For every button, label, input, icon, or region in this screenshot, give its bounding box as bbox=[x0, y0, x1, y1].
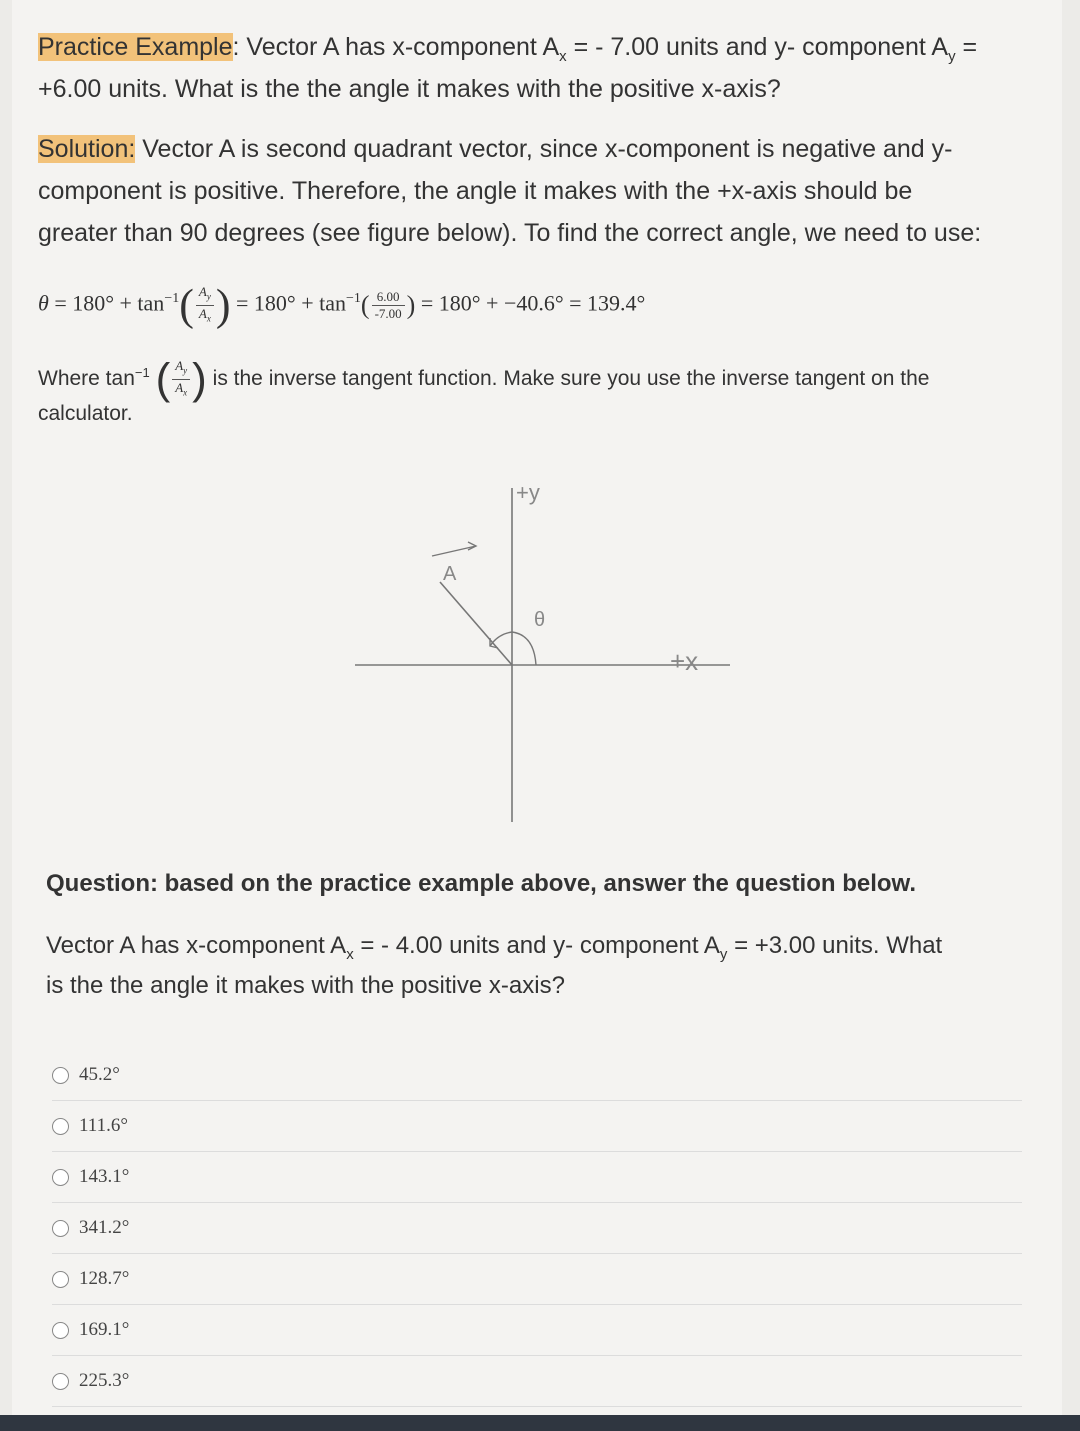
where-line-2: calculator. bbox=[38, 402, 133, 425]
question-heading: Question: based on the practice example above, answer the question below. bbox=[46, 870, 916, 897]
practice-label: Practice Example bbox=[38, 33, 233, 61]
practice-text-1: : Vector A has x-component A bbox=[232, 33, 560, 61]
radio-5[interactable] bbox=[52, 1271, 69, 1288]
solution-text-1: Vector A is second quadrant vector, since x-component is negative and y- bbox=[135, 135, 953, 163]
where-prefix: Where tan bbox=[38, 367, 135, 390]
option-3[interactable] bbox=[52, 1152, 1022, 1203]
solution-label: Solution: bbox=[38, 135, 136, 163]
solution-line-3: greater than 90 degrees (see figure below). To find the correct angle, we need to use: bbox=[38, 219, 982, 247]
radio-1[interactable] bbox=[52, 1067, 69, 1084]
radio-2[interactable] bbox=[52, 1118, 69, 1135]
question-sub-x: x bbox=[346, 945, 354, 963]
formula-eq1: = 180° + tan bbox=[48, 290, 165, 316]
where-suffix: is the inverse tangent function. Make sure you use the inverse tangent on the bbox=[206, 367, 930, 390]
bottom-bar bbox=[0, 1415, 1080, 1431]
formula-eq3: = 180° + −40.6° = 139.4° bbox=[415, 290, 646, 316]
practice-sub-y: y bbox=[948, 48, 956, 65]
question-line-1 bbox=[46, 932, 942, 963]
option-1[interactable] bbox=[52, 1050, 1022, 1101]
option-7[interactable] bbox=[52, 1356, 1022, 1407]
option-label-6: 169.1° bbox=[79, 1319, 130, 1340]
vector-a-label: A bbox=[443, 563, 457, 585]
option-6[interactable] bbox=[52, 1305, 1022, 1356]
option-label-2: 111.6° bbox=[79, 1115, 128, 1136]
radio-4[interactable] bbox=[52, 1220, 69, 1237]
question-text-3: = +3.00 units. What bbox=[727, 932, 943, 959]
practice-text-3: = bbox=[955, 33, 978, 61]
vector-a-line bbox=[440, 582, 512, 665]
vector-a-arrow bbox=[432, 546, 476, 556]
fraction-values: $\frac{6.00}{-7.00}$ bbox=[372, 289, 405, 322]
vector-diagram bbox=[340, 470, 760, 830]
formula-inv-2: −1 bbox=[345, 291, 361, 306]
practice-text-2: = - 7.00 units and y- component A bbox=[566, 33, 949, 61]
question-sub-y: y bbox=[719, 945, 728, 963]
question-line-2: is the the angle it makes with the positive x-axis? bbox=[46, 972, 565, 999]
where-line-1: Where $\tan^{-1}$ ( $\frac{A_y}{A_x}$ ) is the inverse tangent function. Make sure you use the inverse tangent on the bbox=[38, 354, 930, 404]
where-fraction: $\frac{A_y}{A_x}$ bbox=[172, 358, 190, 400]
formula-eq2: = 180° + tan bbox=[230, 290, 346, 316]
formula-theta: θ bbox=[38, 290, 49, 316]
option-label-4: 341.2° bbox=[79, 1217, 130, 1238]
option-label-3: 143.1° bbox=[79, 1166, 130, 1187]
where-inv: −1 bbox=[134, 365, 150, 380]
practice-line-2: +6.00 units. What is the the angle it makes with the positive x-axis? bbox=[38, 75, 781, 103]
option-label-7: 225.3° bbox=[79, 1370, 130, 1391]
radio-6[interactable] bbox=[52, 1322, 69, 1339]
theta-label: θ bbox=[534, 609, 546, 631]
option-4[interactable] bbox=[52, 1203, 1022, 1254]
x-axis-label: +x bbox=[670, 646, 699, 676]
option-5[interactable] bbox=[52, 1254, 1022, 1305]
radio-7[interactable] bbox=[52, 1373, 69, 1390]
question-text-2: = - 4.00 units and y- component A bbox=[353, 932, 720, 959]
solution-line-1 bbox=[38, 128, 952, 170]
solution-line-2: component is positive. Therefore, the angle it makes with the +x-axis should be bbox=[38, 177, 913, 205]
radio-3[interactable] bbox=[52, 1169, 69, 1186]
fraction-ay-ax: $\frac{A_y}{A_x}$ bbox=[196, 284, 214, 326]
practice-sub-x: x bbox=[559, 48, 567, 65]
formula-inv-1: −1 bbox=[164, 291, 180, 306]
option-2[interactable] bbox=[52, 1101, 1022, 1152]
option-label-1: 45.2° bbox=[79, 1064, 120, 1085]
formula: $\theta = 180^\circ + \tan^{-1}$( $\frac{A_y}{A_x}$ ) = $180^\circ + \tan^{-1}$( $\frac{6.00}{-7.00}$ ) = 180° + −40.6° = 139.4° bbox=[38, 280, 646, 330]
option-label-5: 128.7° bbox=[79, 1268, 130, 1289]
y-axis-label: +y bbox=[516, 480, 540, 505]
question-text-1: Vector A has x-component A bbox=[46, 932, 347, 959]
